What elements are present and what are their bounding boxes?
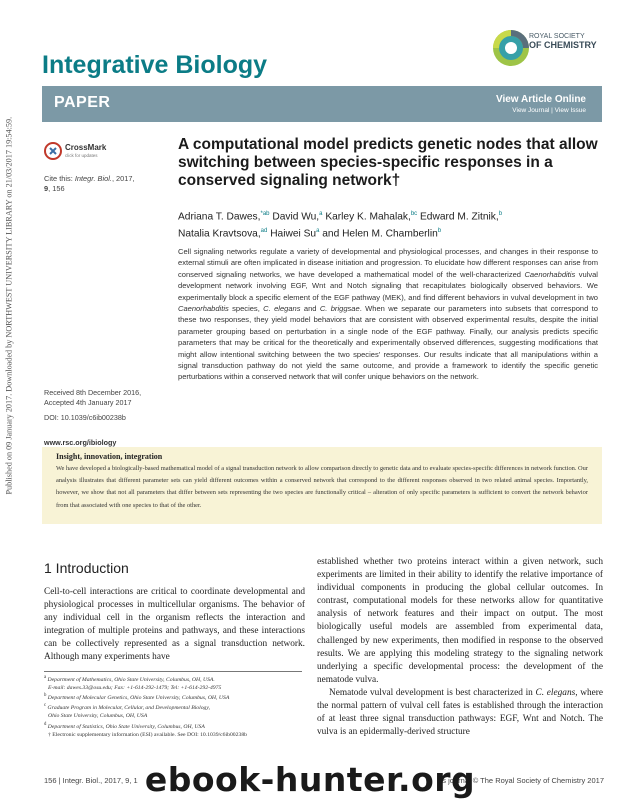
citation: Cite this: Integr. Biol., 2017, 9, 156	[44, 174, 135, 193]
affiliation-marker: a	[319, 211, 323, 217]
footnote: $^c$ Graduate Program in Molecular, Cellular, and Developmental Biology,	[44, 703, 211, 712]
footnote: E-mail: dawes.33@osu.edu; Fax: +1-614-292-1479; Tel: +1-614-292-4975	[48, 685, 222, 692]
crossmark-label: CrossMark	[65, 143, 107, 152]
intro-paragraph: Nematode vulval development is best characterized in C. elegans, where the normal pattern of vulval cell fates is established through the interaction of at least three signal transduction pathways: EGF, Wnt and Notch. The vulva is an epidermally-derived structure	[317, 687, 603, 738]
article-type-label: PAPER	[54, 94, 111, 111]
footnote: $^a$ Department of Mathematics, Ohio State University, Columbus, OH, USA.	[44, 675, 215, 683]
footnote: $^d$ Department of Statistics, Ohio State University, Columbus, OH, USA	[44, 721, 205, 730]
journal-url[interactable]: www.rsc.org/ibiology	[44, 438, 117, 447]
received-dates: Received 8th December 2016, Accepted 4th January 2017	[44, 388, 142, 407]
affiliation-marker: bc	[410, 211, 418, 217]
watermark: ebook-hunter.org	[144, 760, 476, 799]
affiliation-marker: ad	[260, 228, 268, 235]
footnote: $^b$ Department of Molecular Genetics, Ohio State University, Columbus, OH, USA	[44, 693, 230, 702]
view-links	[496, 94, 586, 114]
author-name: and Helen M. Chamberlin	[319, 228, 438, 240]
crossmark-sub: click for updates	[65, 153, 98, 158]
crossmark-badge[interactable]	[44, 142, 114, 162]
footnote: † Electronic supplementary information (ESI) available. See DOI: 10.1039/c6ib00238b	[48, 731, 248, 738]
affiliation-marker: b	[437, 228, 442, 235]
section-heading: 1 Introduction	[44, 560, 129, 576]
affiliation-marker: b	[498, 211, 503, 217]
paper-banner	[42, 86, 602, 122]
doi[interactable]: DOI: 10.1039/c6ib00238b	[44, 413, 126, 422]
intro-column-2	[317, 556, 603, 739]
view-article-online-link[interactable]: View Article Online	[495, 94, 586, 105]
footnote: Ohio State University, Columbus, OH, USA	[48, 713, 148, 720]
author-list	[178, 207, 598, 242]
author-name: Haiwei Su	[267, 228, 317, 240]
author-name: Adriana T. Dawes,	[178, 211, 261, 223]
rsc-logo-text: ROYAL SOCIETY OF CHEMISTRY	[529, 33, 597, 50]
crossmark-icon	[44, 142, 62, 160]
author-name: Natalia Kravtsova,	[178, 228, 261, 240]
journal-title[interactable]: Integrative Biology	[42, 51, 268, 79]
insight-text: We have developed a biologically-based mathematical model of a signal transduction network to allow comparison directly to genetic data and to evaluate species-specific differences in network function. Our analysis illustrates that different parameter sets can yield different outcomes within a conserved network that correspond to the different responses observed in two related animal species. Importantly, however, we show that not all parameters that differ between sets representing the two species are functionally critical – alteration of only specific parameters is sufficient to convert the network behavior from that associated with one species to that of the other.	[56, 465, 588, 509]
author-name: David Wu,	[269, 211, 320, 223]
abstract: Cell signaling networks regulate a variety of developmental and physiological processes, and changes in their response to external stimuli are often implicated in disease initiation and progression. To elucidate how different responses can arise from conserved signaling networks, we have developed a mathematical model of the well-characterized Caenorhabditis vulval development network involving EGF, Wnt and Notch signaling that recapitulates biologically observed behaviors. We experimentally block a specific element of the EGF pathway (MEK), and find different behaviors in vulval development in two Caenorhabditis species, C. elegans and C. briggsae. When we separate our parameters into subsets that correspond to these two responses, they yield model behaviors that are consistent with observed experimental results, despite the initial parameter grouping based on perturbation in a single node of the EGF pathway. Finally, our analysis predicts specific parameters that may be critical for the theoretically and experimentally observed differences, suggesting modifications that might allow intentional switching between the two species' responses. Our results indicate that all manipulations within a signal transduction pathway do not yield the same outcome, and provide a framework to identify the specific genetic perturbations within a conserved network that will confer unique behaviors on the network.	[178, 247, 598, 382]
article-title: A computational model predicts genetic nodes that allow switching between species-specific responses in a conserved signaling network†	[178, 136, 598, 189]
affiliation-marker: *ab	[260, 211, 270, 217]
footnote-divider	[44, 671, 302, 672]
insight-box	[42, 447, 602, 524]
author-name: Edward M. Zitnik,	[417, 211, 499, 223]
intro-paragraph: established whether two proteins interact within a given network, such experiments are limited in their ability to identify the relative importance of individual components in producing the global cellular outcomes. In contrast, computational models for these networks allow for quantitative analysis of network features and their impact on output. The most biologically useful models are assembled from experimental data, challenged by new experiments, then modified in response to the observed results. We are applying this modeling strategy to the signaling network underlying a specific developmental process: the development of the nematode vulva.	[317, 557, 603, 685]
affiliation-marker: a	[316, 228, 320, 235]
author-name: Karley K. Mahalak,	[322, 211, 411, 223]
footnotes	[44, 674, 306, 739]
intro-column-1: Cell-to-cell interactions are critical to coordinate developmental and physiological processes in multicellular organisms. The behavior of any individual cell in the organism reflects the interaction and integration of multiple proteins and pathways, and these interactions can be collectively represented as a signal transduction network. Although many experiments have	[44, 587, 305, 663]
footer-right: is journal © The Royal Society of Chemistry 2017	[440, 776, 604, 785]
view-journal-issue-link[interactable]: View Journal | View Issue	[512, 107, 586, 114]
insight-title: Insight, innovation, integration	[56, 452, 163, 461]
footer-left: 156 | Integr. Biol., 2017, 9, 1	[44, 776, 138, 785]
download-note-sidebar: Published on 09 January 2017. Downloaded by NORTHWEST UNIVERSITY LIBRARY on 21/03/2017 19:54:59.	[4, 116, 14, 495]
